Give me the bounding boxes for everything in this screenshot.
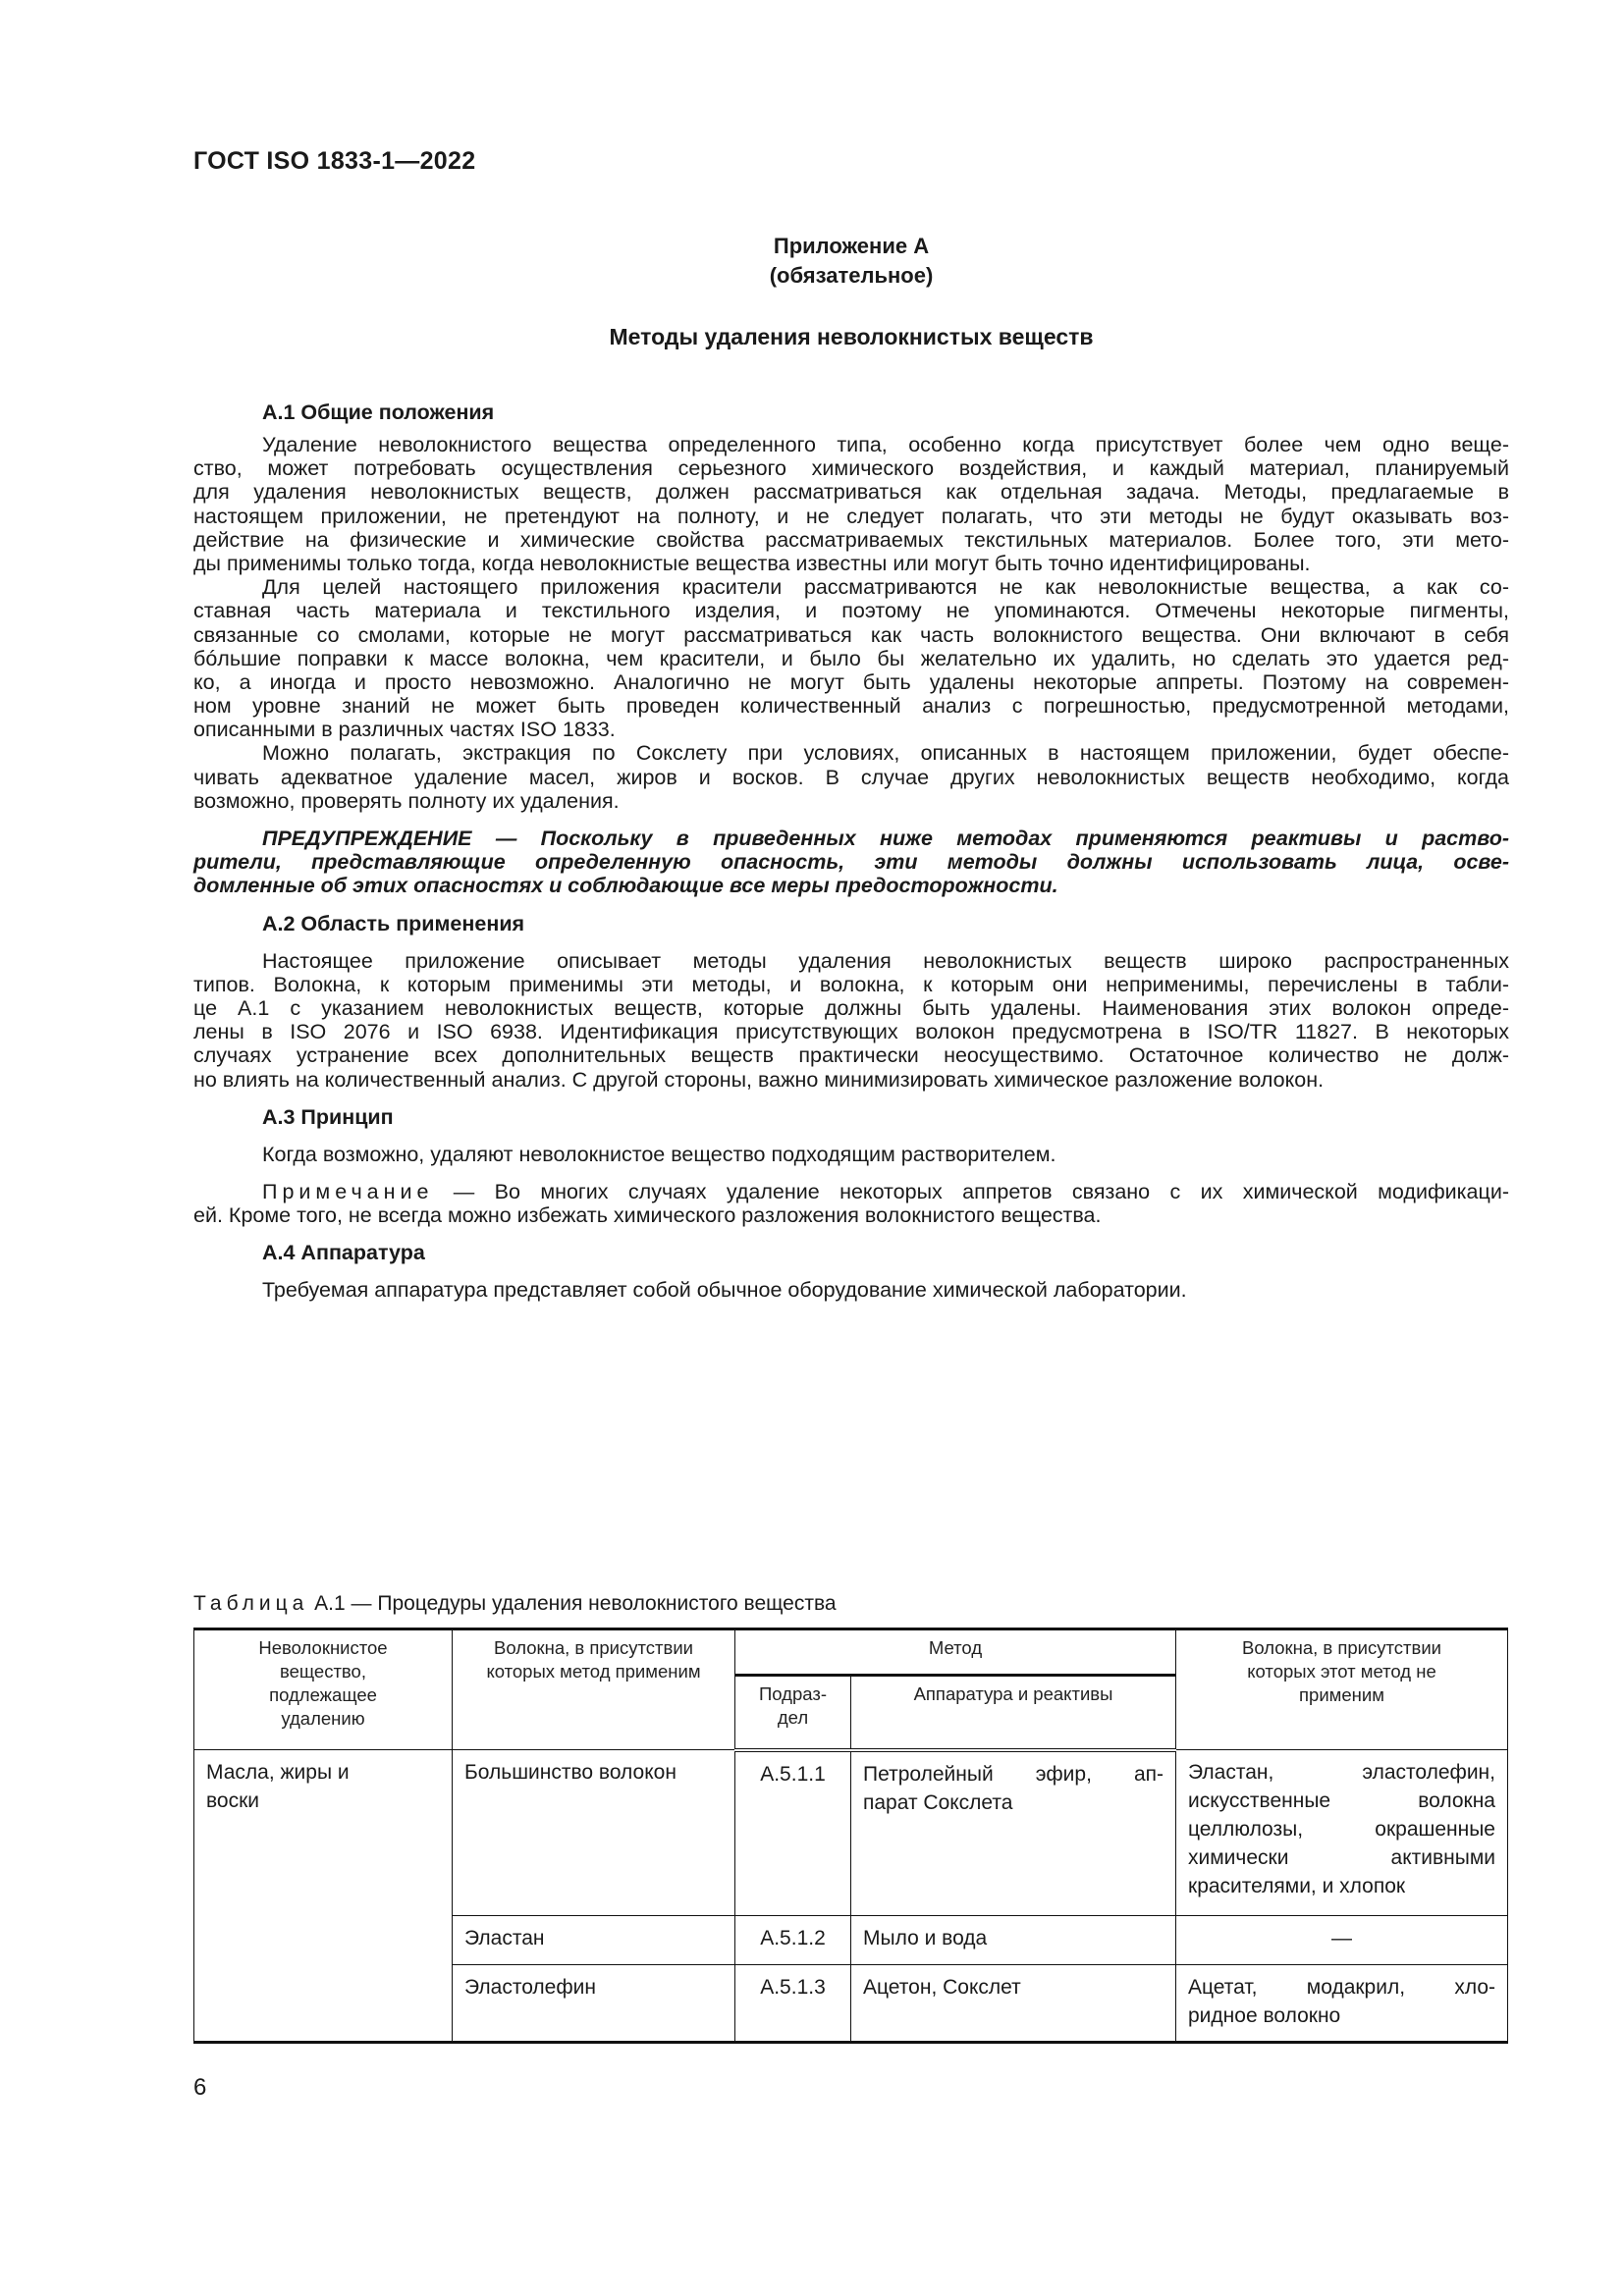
removal-procedures-table [193, 1628, 1508, 2044]
table-caption: Таблица А.1 — Процедуры удаления неволокнистого вещества [193, 1592, 837, 1615]
warning-paragraph: ПРЕДУПРЕЖДЕНИЕ — Поскольку в приведенных ниже методах применяются реактивы и раство- рители, представляющие определенную опасность, эти методы должны использовать лица, осве- домленные об этих опасностях и соблюдающие все меры предосторожности. [193, 827, 1509, 898]
paragraph-a4-1: Требуемая аппаратура представляет собой обычное оборудование химической лаборатории. [262, 1278, 1187, 1303]
body-text [193, 400, 1509, 1302]
cell-subsection: А.5.1.3 [735, 1965, 851, 2043]
section-heading-a3: А.3 Принцип [262, 1104, 394, 1129]
cell-substance: Масла, жиры и воски [194, 1750, 453, 2043]
paragraph-a3-1: Когда возможно, удаляют неволокнистое вещество подходящим растворителем. [262, 1142, 1056, 1166]
section-heading-a2: А.2 Область применения [262, 911, 525, 935]
annex-status: (обязательное) [769, 263, 934, 288]
cell-apparatus: Мыло и вода [851, 1916, 1176, 1965]
cell-not-applicable: — [1176, 1916, 1508, 1965]
cell-not-applicable: Эластан, эластолефин, искусственные волокна целлюлозы, окрашенные химически активными красителями, и хлопок [1176, 1750, 1508, 1916]
table-row [194, 1750, 1508, 1916]
header-applicable-fibres: Волокна, в присутствии которых метод применим [453, 1629, 735, 1750]
annex-title: Методы удаления неволокнистых веществ [609, 324, 1094, 349]
header-not-applicable-fibres: Волокна, в присутствии которых этот метод не применим [1176, 1629, 1508, 1750]
cell-apparatus: Ацетон, Сокслет [851, 1965, 1176, 2043]
paragraph-a1-1: Удаление неволокнистого вещества определенного типа, особенно когда присутствует более чем одно веще- ство, может потребовать осуществления серьезного химического воздействия, и каждый материал, планируемый для удаления неволокнистых веществ, должен рассматриваться как отдельная задача. Методы, предлагаемые в настоящем приложении, не претендуют на полноту, и не следует полагать, что эти методы не будут оказывать воз- действие на физические и химические свойства рассматриваемых текстильных материалов. Более того, эти мето- ды применимы только тогда, когда неволокнистые вещества известны или могут быть точно идентифицированы. [193, 433, 1509, 575]
header-substance: Неволокнистое вещество, подлежащее удалению [194, 1629, 453, 1750]
section-heading-a4: А.4 Аппаратура [262, 1241, 425, 1265]
page-number: 6 [193, 2074, 207, 2101]
cell-fibres: Эластолефин [453, 1965, 735, 2043]
annex-label: Приложение А [773, 234, 930, 258]
note-paragraph: Примечание — Во многих случаях удаление некоторых аппретов связано с их химической модификаци- ей. Кроме того, не всегда можно избежать химического разложения волокнистого вещества. [193, 1179, 1509, 1228]
annex-heading [193, 232, 1509, 291]
cell-subsection: А.5.1.1 [735, 1750, 851, 1916]
cell-apparatus: Петролейный эфир, ап- парат Сокслета [851, 1750, 1176, 1916]
note-label: Примечание [262, 1179, 434, 1203]
cell-fibres: Большинство волокон [453, 1750, 735, 1916]
cell-not-applicable: Ацетат, модакрил, хло- ридное волокно [1176, 1965, 1508, 2043]
paragraph-a1-3: Можно полагать, экстракция по Сокслету при условиях, описанных в настоящем приложении, будет обеспе- чивать адекватное удаление масел, жиров и восков. В случае других неволокнистых веществ необходимо, когда возможно, проверять полноту их удаления. [193, 741, 1509, 813]
cell-subsection: А.5.1.2 [735, 1916, 851, 1965]
paragraph-a2-1: Настоящее приложение описывает методы удаления неволокнистых веществ широко распространенных типов. Волокна, к которым применимы эти методы, и волокна, к которым они неприменимы, перечислены в табли- це А.1 с указанием неволокнистых веществ, которые должны быть удалены. Наименования этих волокон опреде- лены в ISO 2076 и ISO 6938. Идентификация присутствующих волокон предусмотрена в ISO/TR 11827. В некоторых случаях устранение всех дополнительных веществ практически неосуществимо. Остаточное количество не долж- но влиять на количественный анализ. С другой стороны, важно минимизировать химическое разложение волокон. [193, 948, 1509, 1092]
header-apparatus: Аппаратура и реактивы [851, 1676, 1176, 1750]
document-code: ГОСТ ISO 1833-1—2022 [193, 147, 476, 175]
header-method: Метод [735, 1629, 1176, 1676]
paragraph-a1-2: Для целей настоящего приложения красители рассматриваются не как неволокнистые вещества, а как со- ставная часть материала и текстильного изделия, и поэтому не упоминаются. Отмечены некоторые пигменты, связанные со смолами, которые не могут рассматриваться как часть волокнистого вещества. Они включают в себя бóльшие поправки к массе волокна, чем красители, и было бы желательно их удалить, но сделать это удается ред- ко, а иногда и просто невозможно. Аналогично не могут быть удалены некоторые аппреты. Поэтому на современ- ном уровне знаний не может быть проведен количественный анализ с погрешностью, предусмотренной методами, описанными в различных частях ISO 1833. [193, 575, 1509, 742]
cell-fibres: Эластан [453, 1916, 735, 1965]
header-subsection: Подраз- дел [735, 1676, 851, 1750]
section-heading-a1: А.1 Общие положения [262, 400, 495, 424]
